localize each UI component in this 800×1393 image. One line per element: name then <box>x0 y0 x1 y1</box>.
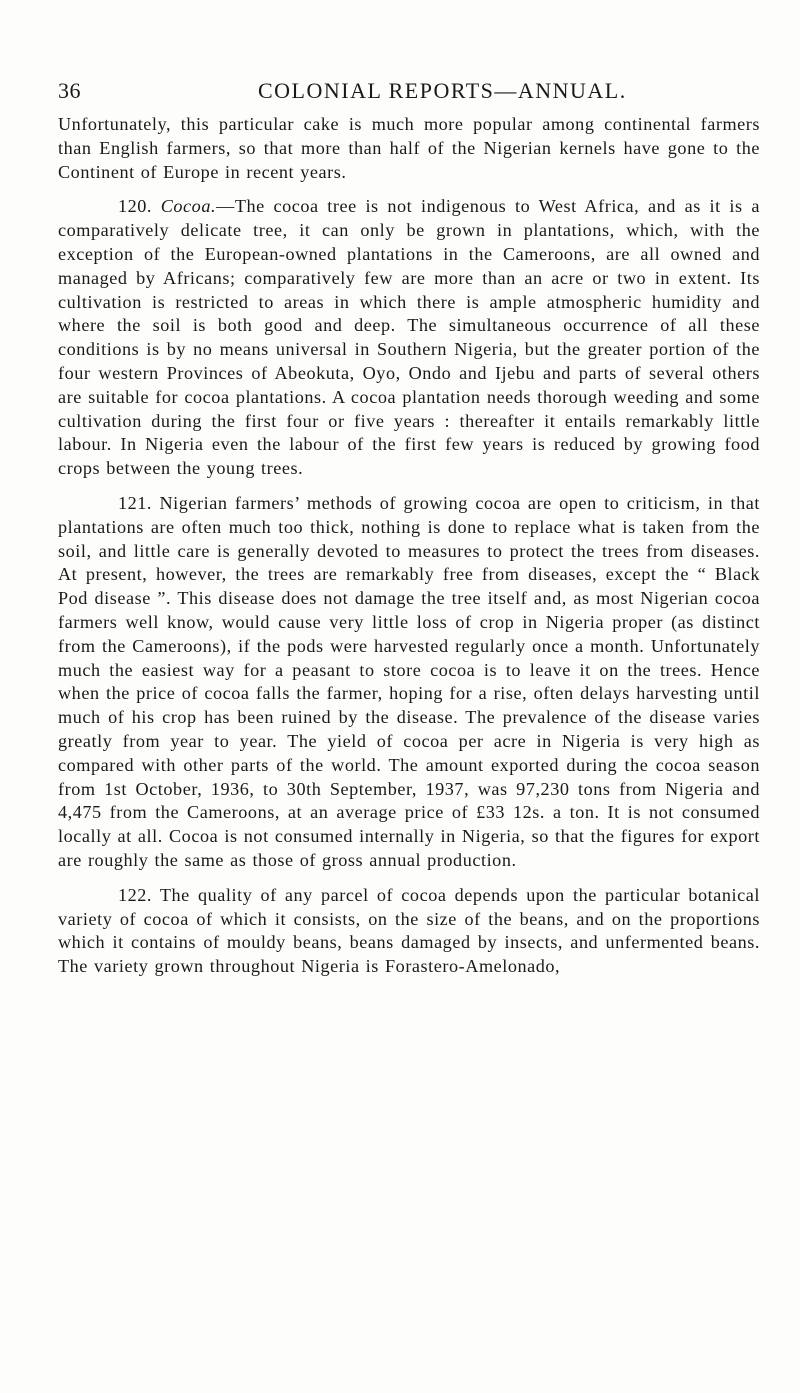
paragraph-number: 121. <box>118 492 153 513</box>
paragraph-number: 120. <box>118 196 153 217</box>
paragraph-120 <box>58 195 760 481</box>
running-title: COLONIAL REPORTS—ANNUAL. <box>258 78 627 103</box>
paragraph-text: Unfortunately, this particular cake is much more popular among continental farmers than English farmers, so that more than half of the Nigerian kernels have gone to the Continent of Europe in recent years. <box>58 114 760 182</box>
paragraph-number: 122. <box>118 884 153 905</box>
paragraph-heading: Cocoa. <box>160 196 217 217</box>
paragraph-continuation <box>58 113 760 184</box>
page-number: 36 <box>58 78 81 103</box>
paragraph-121 <box>58 492 760 873</box>
paragraph-text: The quality of any parcel of cocoa depends upon the particular botanical variety of cocoa of which it consists, on the size of the beans, and on the proportions which it contains of mouldy beans, beans damaged by insects, and unfermented beans. The variety grown throughout Nigeria is Forastero-Amelonado, <box>58 884 760 977</box>
paragraph-122 <box>58 884 760 979</box>
body-text <box>58 113 760 990</box>
paragraph-text: —The cocoa tree is not indigenous to West Africa, and as it is a comparatively delicate tree, it can only be grown in plantations, which, with the exception of the European-owned plantations in the Cameroons, are all owned and managed by Africans; comparatively few are more than an acre or two in extent. Its cultivation is restricted to areas in which there is ample atmospheric humidity and where the soil is both good and deep. The simultaneous occurrence of all these conditions is by no means universal in Southern Nigeria, but the greater portion of the four western Provinces of Abeokuta, Oyo, Ondo and Ijebu and parts of several others are suitable for cocoa plantations. A cocoa plantation needs thorough weeding and some cultivation during the first four or five years : thereafter it entails remarkably little labour. In Nigeria even the labour of the first few years is reduced by growing food crops between the young trees. <box>58 196 760 479</box>
paragraph-text: Nigerian farmers’ methods of growing cocoa are open to criticism, in that plantations are often much too thick, nothing is done to replace what is taken from the soil, and little care is generally devoted to measures to protect the trees from diseases. At present, however, the trees are remarkably free from diseases, except the “ Black Pod disease ”. This disease does not damage the tree itself and, as most Nigerian cocoa farmers well know, would cause very little loss of crop in Nigeria proper (as distinct from the Cameroons), if the pods were harvested regularly once a month. Unfortunately much the easiest way for a peasant to store cocoa is to leave it on the trees. Hence when the price of cocoa falls the farmer, hoping for a rise, often delays harvesting until much of his crop has been ruined by the disease. The prevalence of the disease varies greatly from year to year. The yield of cocoa per acre in Nigeria is very high as compared with other parts of the world. The amount exported during the cocoa season from 1st October, 1936, to 30th September, 1937, was 97,230 tons from Nigeria and 4,475 from the Cameroons, at an average price of £33 12s. a ton. It is not consumed locally at all. Cocoa is not consumed internally in Nigeria, so that the figures for export are roughly the same as those of gross annual production. <box>58 492 760 870</box>
